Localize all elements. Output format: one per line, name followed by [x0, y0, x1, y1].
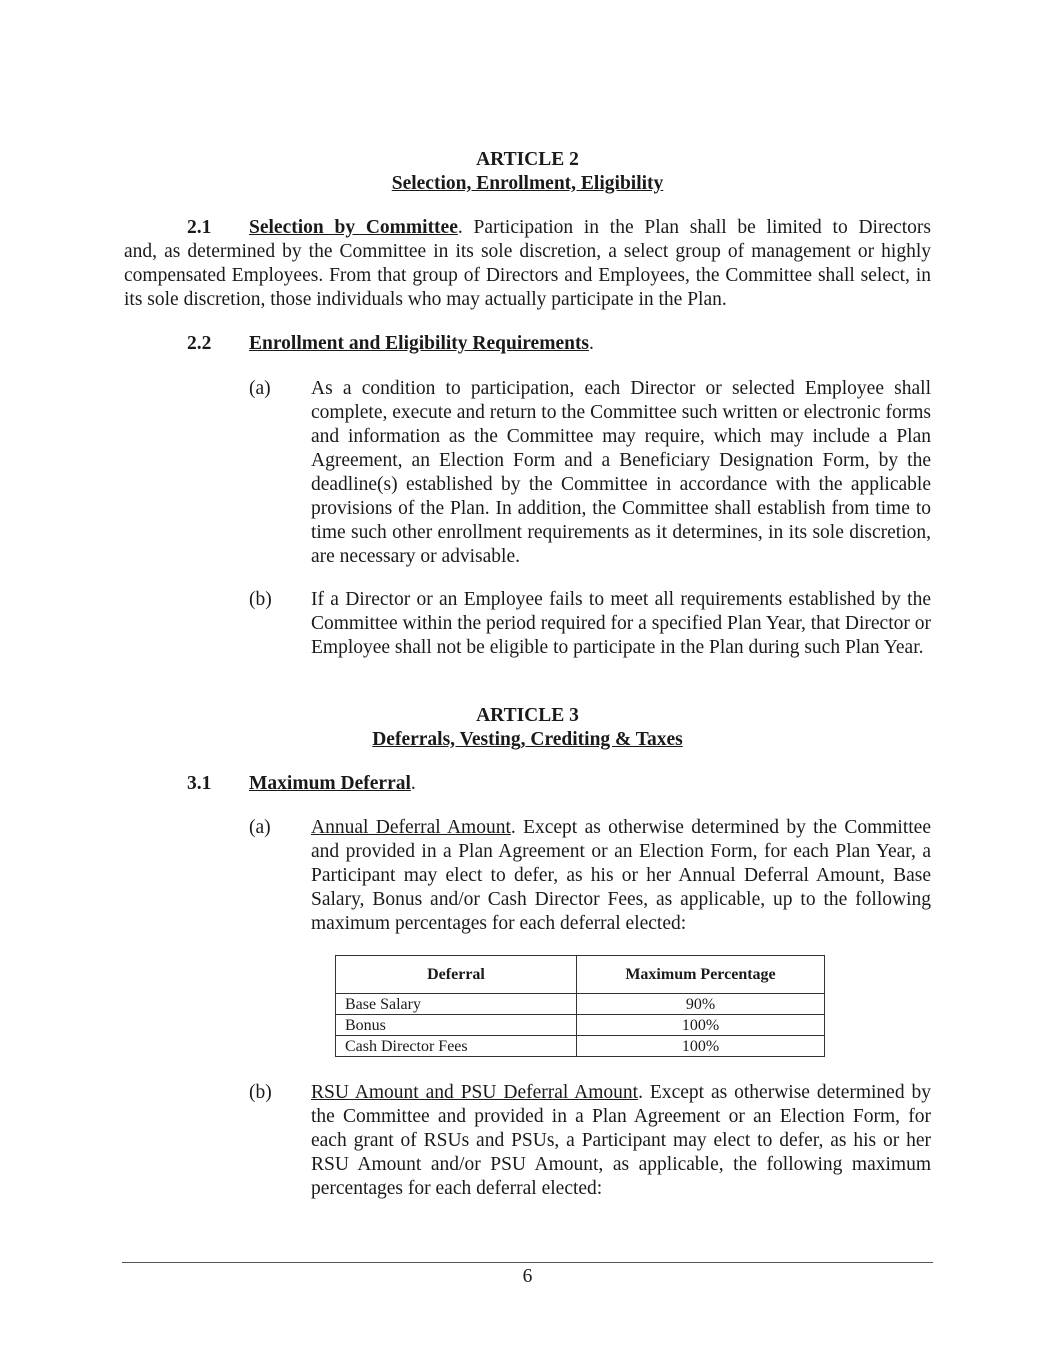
table-cell-deferral: Base Salary: [336, 994, 577, 1015]
table-header-maximum-percentage: Maximum Percentage: [577, 956, 825, 994]
section-3-1-heading: Maximum Deferral: [249, 773, 411, 794]
section-3-1-b-label: (b): [249, 1082, 272, 1103]
section-2-2-a-label: (a): [249, 378, 271, 399]
section-3-1-a-label: (a): [249, 817, 271, 838]
section-2-1-text-line1: Participation in the Plan shall be limited to Directors: [462, 217, 931, 238]
table-cell-deferral: Cash Director Fees: [336, 1036, 577, 1057]
article-3-title: ARTICLE 3: [476, 705, 579, 726]
section-2-1-heading: Selection by Committee: [249, 217, 458, 238]
section-3-1-b-heading: RSU Amount and PSU Deferral Amount: [311, 1082, 639, 1103]
deferral-table: [335, 955, 825, 1057]
section-2-2-heading: Enrollment and Eligibility Requirements: [249, 333, 590, 354]
section-3-1-b-paragraph: [311, 1081, 931, 1201]
section-3-1-b-text: . Except as otherwise determined by the Committee and provided in a Plan Agreement or an Election Form, for each grant of RSUs and PSUs, a Participant may elect to defer, as his or her RSU Amount and/or PSU Amount, as applicable, the following maximum percentages for each deferral elected:: [311, 1082, 931, 1199]
section-2-2-a-text: As a condition to participation, each Director or selected Employee shall complete, execute and return to the Committee such written or electronic forms and information as the Committee may require, which may include a Plan Agreement, an Election Form and a Beneficiary Designation Form, by the deadline(s) established by the Committee in accordance with the applicable provisions of the Plan. In addition, the Committee shall establish from time to time such other enrollment requirements as it determines, in its sole discretion, are necessary or advisable.: [311, 378, 931, 567]
table-row: [336, 994, 825, 1015]
section-2-2-number: 2.2: [187, 333, 212, 354]
table-header-row: [336, 956, 825, 994]
section-3-1-a-heading: Annual Deferral Amount: [311, 817, 511, 838]
table-cell-percentage: 100%: [577, 1015, 825, 1036]
table-row: [336, 1015, 825, 1036]
table-cell-deferral: Bonus: [336, 1015, 577, 1036]
article-2-subtitle: Selection, Enrollment, Eligibility: [391, 173, 664, 194]
section-2-1-text: and, as determined by the Committee in its sole discretion, a select group of management or highly compensated Employees. From that group of Directors and Employees, the Committee shall select, in its sole discretion, those individuals who may actually participate in the Plan.: [124, 241, 931, 310]
section-2-1-first-line: [249, 216, 931, 240]
table-cell-percentage: 100%: [577, 1036, 825, 1057]
section-2-2-b-label: (b): [249, 589, 272, 610]
section-2-1-number: 2.1: [187, 217, 212, 238]
page-number: 6: [522, 1266, 533, 1287]
table-cell-percentage: 90%: [577, 994, 825, 1015]
section-2-2-heading-punct: .: [589, 333, 594, 354]
section-2-1-heading-punct: .: [457, 217, 463, 238]
section-3-1-heading-line: [249, 772, 416, 796]
section-2-2-b-text: If a Director or an Employee fails to meet all requirements established by the Committee within the period required for a specified Plan Year, that Director or Employee shall not be eligible to participate in the Plan during such Plan Year.: [311, 589, 931, 658]
article-3-subtitle: Deferrals, Vesting, Crediting & Taxes: [372, 729, 683, 750]
section-3-1-a-text: . Except as otherwise determined by the Committee and provided in a Plan Agreement or an Election Form, for each Plan Year, a Participant may elect to defer, as his or her Annual Deferral Amount, Base Salary, Bonus and/or Cash Director Fees, as applicable, up to the following maximum percentages for each deferral elected:: [311, 817, 931, 934]
section-3-1-a-paragraph: [311, 816, 931, 936]
article-2-title: ARTICLE 2: [476, 149, 579, 170]
table-row: [336, 1036, 825, 1057]
table-header-deferral: Deferral: [336, 956, 577, 994]
section-3-1-number: 3.1: [187, 773, 212, 794]
section-2-2-heading-line: [249, 332, 594, 356]
footer-rule: [122, 1262, 933, 1263]
section-3-1-heading-punct: .: [410, 773, 416, 794]
